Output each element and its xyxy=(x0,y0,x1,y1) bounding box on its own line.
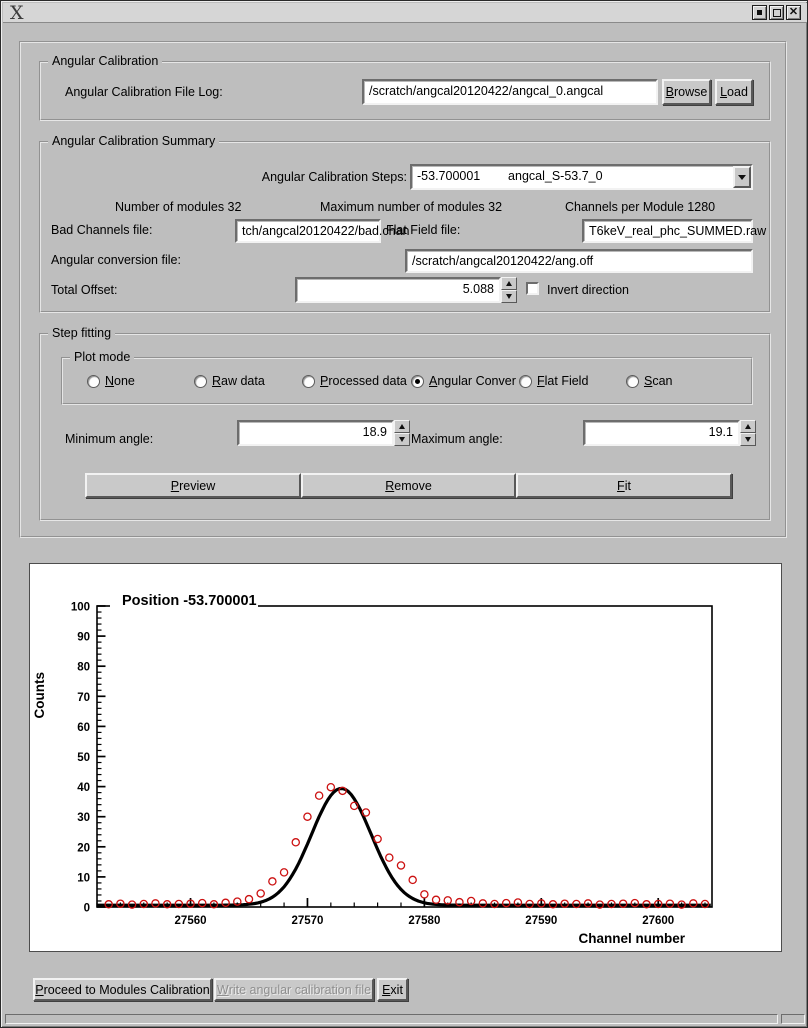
invert-direction-checkbox[interactable] xyxy=(526,282,539,295)
spin-up-button[interactable] xyxy=(501,277,517,290)
spin-down-button[interactable] xyxy=(501,290,517,303)
up-arrow-icon xyxy=(506,281,512,286)
radio-label: Flat Field xyxy=(537,374,589,388)
spin-up-button[interactable] xyxy=(394,420,410,433)
radio-angular-conversion[interactable] xyxy=(411,374,516,388)
calibration-steps-combobox[interactable] xyxy=(410,164,753,190)
radio-flat-field[interactable] xyxy=(519,374,588,388)
x-logo-icon: X xyxy=(10,2,24,24)
svg-text:60: 60 xyxy=(77,721,90,734)
minimum-angle-label: Minimum angle: xyxy=(65,432,154,446)
minimize-button[interactable] xyxy=(752,5,767,20)
group-caption: Step fitting xyxy=(48,326,115,340)
group-caption: Angular Calibration Summary xyxy=(48,134,219,148)
svg-text:40: 40 xyxy=(77,782,90,795)
maximum-angle-input[interactable]: 19.1 xyxy=(583,420,740,446)
chevron-down-icon xyxy=(738,175,746,180)
radio-none[interactable] xyxy=(87,374,135,388)
svg-text:27600: 27600 xyxy=(642,915,675,927)
total-offset-spinbox[interactable] xyxy=(295,277,517,303)
preview-button[interactable]: P review xyxy=(85,473,301,498)
browse-button[interactable]: B rowse xyxy=(662,79,711,105)
group-caption: Plot mode xyxy=(70,350,134,364)
radio-icon xyxy=(194,375,207,388)
plot-mode-group xyxy=(61,350,753,405)
group-caption: Angular Calibration xyxy=(48,54,162,68)
file-log-input[interactable]: /scratch/angcal20120422/angcal_0.angcal xyxy=(362,79,658,105)
close-icon: ✕ xyxy=(788,6,799,18)
maximize-icon xyxy=(773,9,781,17)
svg-text:100: 100 xyxy=(70,601,90,614)
num-modules-label: Number of modules 32 xyxy=(115,200,242,214)
minimize-icon xyxy=(757,10,762,15)
fit-button[interactable]: F it xyxy=(516,473,732,498)
total-offset-input[interactable]: 5.088 xyxy=(295,277,501,303)
proceed-to-modules-calibration-button[interactable]: P roceed to Modules Calibration xyxy=(33,978,212,1001)
titlebar[interactable] xyxy=(3,3,807,23)
flat-field-label: Flat Field file: xyxy=(386,223,461,237)
calibration-summary-group xyxy=(39,134,771,313)
status-bar xyxy=(5,1014,778,1024)
radio-icon xyxy=(626,375,639,388)
svg-text:70: 70 xyxy=(77,691,90,704)
svg-text:27580: 27580 xyxy=(408,915,441,927)
spin-down-button[interactable] xyxy=(740,433,756,446)
svg-text:Position -53.700001: Position -53.700001 xyxy=(122,593,257,609)
resize-grip[interactable] xyxy=(781,1014,805,1024)
maximum-angle-spinbox[interactable] xyxy=(583,420,756,446)
radio-scan[interactable] xyxy=(626,374,673,388)
max-modules-label: Maximum number of modules 32 xyxy=(320,200,503,214)
angular-calibration-group xyxy=(39,54,771,121)
combobox-value: -53.700001 angcal_S-53.7_0 xyxy=(417,169,603,183)
radio-raw-data[interactable] xyxy=(194,374,265,388)
radio-label: Raw data xyxy=(212,374,265,388)
svg-text:20: 20 xyxy=(77,842,90,855)
down-arrow-icon xyxy=(506,294,512,299)
step-fitting-group xyxy=(39,326,771,521)
combobox-dropdown-button[interactable] xyxy=(733,166,751,188)
spin-up-button[interactable] xyxy=(740,420,756,433)
file-log-label: Angular Calibration File Log: xyxy=(65,85,223,99)
radio-label: Processed data xyxy=(320,374,407,388)
remove-button[interactable]: R emove xyxy=(301,473,516,498)
maximize-button[interactable] xyxy=(769,5,784,20)
svg-text:30: 30 xyxy=(77,812,90,825)
radio-icon xyxy=(302,375,315,388)
calibration-steps-label: Angular Calibration Steps: xyxy=(261,170,407,184)
load-button[interactable]: L oad xyxy=(715,79,753,105)
svg-text:27570: 27570 xyxy=(291,915,324,927)
bad-channels-label: Bad Channels file: xyxy=(51,223,153,237)
spin-down-button[interactable] xyxy=(394,433,410,446)
svg-text:Counts: Counts xyxy=(32,672,47,719)
svg-text:50: 50 xyxy=(77,752,90,764)
angular-conversion-label: Angular conversion file: xyxy=(51,253,181,267)
angular-conversion-input[interactable]: /scratch/angcal20120422/ang.off xyxy=(405,249,753,273)
up-arrow-icon xyxy=(745,424,751,429)
close-button[interactable] xyxy=(786,5,801,20)
total-offset-label: Total Offset: xyxy=(51,283,118,297)
channels-per-module-label: Channels per Module 1280 xyxy=(565,200,716,214)
radio-label: None xyxy=(105,374,135,388)
invert-direction-label: Invert direction xyxy=(547,283,629,297)
write-angular-calibration-file-button: W rite angular calibration file xyxy=(214,978,374,1001)
calibration-plot xyxy=(29,563,782,952)
minimum-angle-input[interactable]: 18.9 xyxy=(237,420,394,446)
minimum-angle-spinbox[interactable] xyxy=(237,420,410,446)
svg-text:10: 10 xyxy=(77,872,90,885)
down-arrow-icon xyxy=(399,437,405,442)
svg-text:90: 90 xyxy=(77,631,90,644)
radio-label: Scan xyxy=(644,374,673,388)
radio-icon xyxy=(411,375,424,388)
up-arrow-icon xyxy=(399,424,405,429)
radio-icon xyxy=(87,375,100,388)
svg-text:27560: 27560 xyxy=(174,915,207,927)
svg-text:0: 0 xyxy=(83,902,90,915)
radio-label: Angular Conver xyxy=(429,374,516,388)
down-arrow-icon xyxy=(745,437,751,442)
flat-field-input[interactable]: T6keV_real_phc_SUMMED.raw xyxy=(582,219,753,243)
radio-icon xyxy=(519,375,532,388)
calibration-form-panel xyxy=(19,41,787,538)
bad-channels-input[interactable]: tch/angcal20120422/bad.chan xyxy=(235,219,381,243)
svg-text:27590: 27590 xyxy=(525,915,558,927)
svg-text:80: 80 xyxy=(77,661,90,674)
peak-fit-chart xyxy=(30,564,781,951)
radio-processed-data[interactable] xyxy=(302,374,407,388)
svg-text:Channel number: Channel number xyxy=(578,931,685,946)
maximum-angle-label: Maximum angle: xyxy=(411,432,503,446)
exit-button[interactable]: E xit xyxy=(377,978,408,1001)
